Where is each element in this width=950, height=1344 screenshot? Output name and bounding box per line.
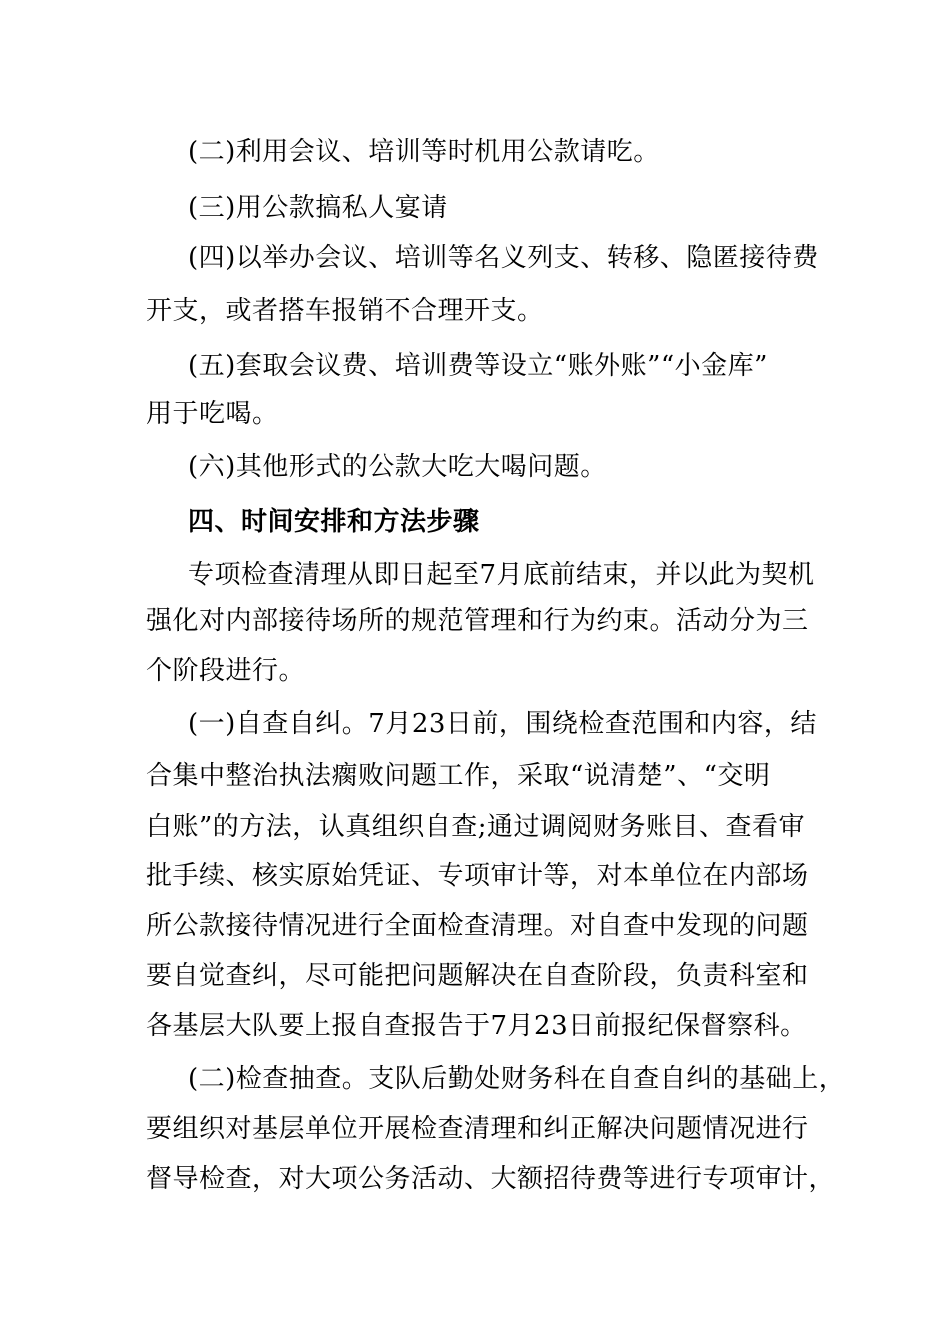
paragraph-4-line-2: 开支，或者搭车报销不合理开支。 [146, 296, 544, 326]
paragraph-7-line-1: 专项检查清理从即日起至7月底前结束，并以此为契机 [188, 560, 815, 590]
paragraph-9-line-3: 督导检查，对大项公务活动、大额招待费等进行专项审计， [146, 1164, 836, 1194]
paragraph-8-line-4: 批手续、核实原始凭证、专项审计等，对本单位在内部场 [146, 861, 809, 891]
paragraph-4-line-1: (四)以举办会议、培训等名义列支、转移、隐匿接待费 [188, 243, 819, 273]
paragraph-3-line-1: (三)用公款搞私人宴请 [188, 193, 448, 223]
paragraph-8-line-3: 白账”的方法，认真组织自查;通过调阅财务账目、查看审 [146, 812, 806, 842]
paragraph-8-line-6: 要自觉查纠，尽可能把问题解决在自查阶段，负责科室和 [146, 961, 809, 991]
paragraph-9-line-2: 要组织对基层单位开展检查清理和纠正解决问题情况进行 [146, 1114, 809, 1144]
paragraph-8-line-5: 所公款接待情况进行全面检查清理。对自查中发现的问题 [146, 911, 809, 941]
paragraph-7-line-2: 强化对内部接待场所的规范管理和行为约束。活动分为三 [146, 606, 809, 636]
paragraph-7-line-3: 个阶段进行。 [146, 656, 306, 686]
paragraph-8-line-2: 合集中整治执法瘸败问题工作，采取“说清楚”、“交明 [146, 761, 771, 791]
paragraph-8-line-1: (一)自查自纠。7月23日前，围绕检查范围和内容，结 [188, 709, 817, 739]
paragraph-2-line-1: (二)利用会议、培训等时机用公款请吃。 [188, 137, 660, 167]
paragraph-5-line-1: (五)套取会议费、培训费等设立“账外账”“小金库” [188, 351, 768, 381]
paragraph-9-line-1: (二)检查抽查。支队后勤处财务科在自查自纠的基础上， [188, 1064, 846, 1094]
section-heading: 四、时间安排和方法步骤 [188, 507, 480, 537]
paragraph-8-line-7: 各基层大队要上报自查报告于7月23日前报纪保督察科。 [146, 1011, 807, 1041]
paragraph-5-line-2: 用于吃喝。 [146, 399, 279, 429]
paragraph-6-line-1: (六)其他形式的公款大吃大喝问题。 [188, 452, 607, 482]
